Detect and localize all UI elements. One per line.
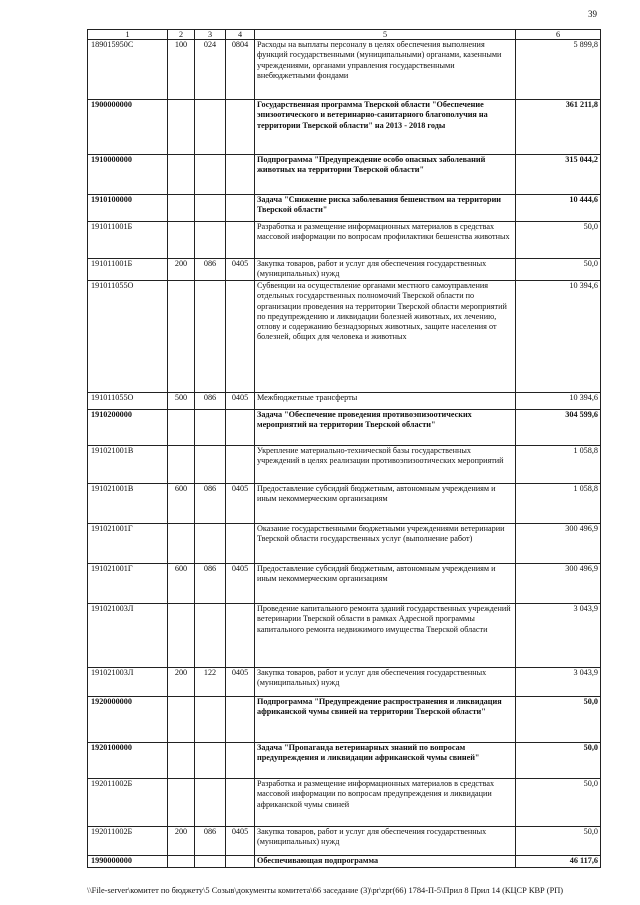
page-number: 39 bbox=[588, 9, 597, 19]
row-description: Подпрограмма "Предупреждение особо опасных заболеваний животных на территории Тверской области" bbox=[255, 155, 516, 195]
row-c3: 086 bbox=[195, 393, 226, 410]
header-cell: 3 bbox=[195, 30, 226, 40]
row-code: 191011001Б bbox=[88, 259, 168, 281]
row-amount: 300 496,9 bbox=[516, 564, 601, 604]
row-c4 bbox=[226, 155, 255, 195]
row-amount: 1 058,8 bbox=[516, 446, 601, 484]
row-code: 192011002Б bbox=[88, 827, 168, 856]
row-c3: 086 bbox=[195, 259, 226, 281]
row-code: 1920000000 bbox=[88, 697, 168, 743]
row-description: Предоставление субсидий бюджетным, автономным учреждениям и иным некоммерческим организациям bbox=[255, 564, 516, 604]
table-row bbox=[88, 524, 601, 564]
row-amount: 3 043,9 bbox=[516, 668, 601, 697]
row-code: 191021001В bbox=[88, 446, 168, 484]
row-c4: 0405 bbox=[226, 827, 255, 856]
row-description: Расходы на выплаты персоналу в целях обеспечения выполнения функций государственными (муниципальными) органами, казенными учреждениями, органами управления государственными внебюджетными фондами bbox=[255, 40, 516, 100]
row-c4 bbox=[226, 604, 255, 668]
row-c4: 0405 bbox=[226, 393, 255, 410]
row-description: Оказание государственными бюджетными учреждениями ветеринарии Тверской области государственных услуг (выполнение работ) bbox=[255, 524, 516, 564]
table-row bbox=[88, 856, 601, 868]
row-c2: 600 bbox=[168, 564, 195, 604]
row-amount: 315 044,2 bbox=[516, 155, 601, 195]
row-amount: 1 058,8 bbox=[516, 484, 601, 524]
row-description: Закупка товаров, работ и услуг для обеспечения государственных (муниципальных) нужд bbox=[255, 668, 516, 697]
row-c3 bbox=[195, 281, 226, 393]
header-cell: 2 bbox=[168, 30, 195, 40]
row-c2 bbox=[168, 281, 195, 393]
row-c4 bbox=[226, 524, 255, 564]
row-c2: 600 bbox=[168, 484, 195, 524]
table-row bbox=[88, 393, 601, 410]
row-c2 bbox=[168, 697, 195, 743]
row-description: Государственная программа Тверской области "Обеспечение эпизоотического и ветеринарно-санитарного благополучия на территории Тверской области" на 2013 - 2018 годы bbox=[255, 100, 516, 155]
row-code: 189015950С bbox=[88, 40, 168, 100]
row-c4 bbox=[226, 779, 255, 827]
row-c3: 086 bbox=[195, 827, 226, 856]
row-amount: 361 211,8 bbox=[516, 100, 601, 155]
table-row bbox=[88, 40, 601, 100]
row-code: 191021003Л bbox=[88, 604, 168, 668]
row-c3 bbox=[195, 446, 226, 484]
row-code: 191021001Г bbox=[88, 564, 168, 604]
row-description: Предоставление субсидий бюджетным, автономным учреждениям и иным некоммерческим организациям bbox=[255, 484, 516, 524]
row-c3: 086 bbox=[195, 484, 226, 524]
row-description: Укрепление материально-технической базы государственных учреждений в целях реализации противоэпизоотических мероприятий bbox=[255, 446, 516, 484]
row-c2: 200 bbox=[168, 827, 195, 856]
row-description: Субвенции на осуществление органами местного самоуправления отдельных государственных полномочий Тверской области по организации проведения на территории Тверской области мероприятий по предупреждению и ликвидации болезней животных, их лечению, отлову и содержанию безнадзорных животных, защите населения от болезней, общих для человека и животных bbox=[255, 281, 516, 393]
row-amount: 50,0 bbox=[516, 827, 601, 856]
table-row bbox=[88, 484, 601, 524]
row-amount: 50,0 bbox=[516, 779, 601, 827]
row-amount: 50,0 bbox=[516, 222, 601, 259]
table-row bbox=[88, 604, 601, 668]
row-amount: 50,0 bbox=[516, 259, 601, 281]
row-amount: 3 043,9 bbox=[516, 604, 601, 668]
row-description: Межбюджетные трансферты bbox=[255, 393, 516, 410]
row-amount: 50,0 bbox=[516, 697, 601, 743]
row-c2 bbox=[168, 446, 195, 484]
row-c3: 086 bbox=[195, 564, 226, 604]
table-row bbox=[88, 697, 601, 743]
row-code: 1910100000 bbox=[88, 195, 168, 222]
row-c3 bbox=[195, 222, 226, 259]
header-cell: 4 bbox=[226, 30, 255, 40]
row-c4: 0405 bbox=[226, 668, 255, 697]
row-c3: 024 bbox=[195, 40, 226, 100]
row-description: Закупка товаров, работ и услуг для обеспечения государственных (муниципальных) нужд bbox=[255, 259, 516, 281]
table-row bbox=[88, 779, 601, 827]
row-code: 191011055О bbox=[88, 393, 168, 410]
row-amount: 300 496,9 bbox=[516, 524, 601, 564]
row-amount: 5 899,8 bbox=[516, 40, 601, 100]
row-c3 bbox=[195, 856, 226, 868]
table-row bbox=[88, 743, 601, 779]
table-row bbox=[88, 446, 601, 484]
row-code: 1920100000 bbox=[88, 743, 168, 779]
row-code: 1910200000 bbox=[88, 410, 168, 446]
row-c3 bbox=[195, 524, 226, 564]
row-c3 bbox=[195, 100, 226, 155]
row-code: 191011001Б bbox=[88, 222, 168, 259]
row-c4: 0804 bbox=[226, 40, 255, 100]
table-row bbox=[88, 155, 601, 195]
row-c3 bbox=[195, 410, 226, 446]
footer-file-path: \\File-server\комитет по бюджету\5 Созыв\документы комитета\66 заседание (3)\pr\zpr(66) 1784-П-5\Прил 8 Прил 14 (КЦСР КВР (РП) bbox=[87, 886, 564, 895]
row-c2 bbox=[168, 410, 195, 446]
row-amount: 10 394,6 bbox=[516, 281, 601, 393]
row-c3 bbox=[195, 779, 226, 827]
row-code: 191021003Л bbox=[88, 668, 168, 697]
header-cell: 5 bbox=[255, 30, 516, 40]
row-amount: 46 117,6 bbox=[516, 856, 601, 868]
row-c4 bbox=[226, 100, 255, 155]
row-amount: 50,0 bbox=[516, 743, 601, 779]
row-code: 1900000000 bbox=[88, 100, 168, 155]
row-c4: 0405 bbox=[226, 484, 255, 524]
row-c4 bbox=[226, 697, 255, 743]
row-description: Разработка и размещение информационных материалов в средствах массовой информации по вопросам профилактики бешенства животных bbox=[255, 222, 516, 259]
table-row bbox=[88, 827, 601, 856]
table-row bbox=[88, 222, 601, 259]
table-row bbox=[88, 259, 601, 281]
row-c3 bbox=[195, 604, 226, 668]
row-c4 bbox=[226, 281, 255, 393]
row-c2: 100 bbox=[168, 40, 195, 100]
row-c2: 200 bbox=[168, 668, 195, 697]
table-header-row bbox=[88, 30, 601, 40]
row-c2 bbox=[168, 100, 195, 155]
row-description: Разработка и размещение информационных материалов в средствах массовой информации по вопросам предупреждения и ликвидации африканской чумы свиней bbox=[255, 779, 516, 827]
row-c2 bbox=[168, 743, 195, 779]
row-c4 bbox=[226, 743, 255, 779]
table-row bbox=[88, 195, 601, 222]
row-c3 bbox=[195, 743, 226, 779]
row-code: 191021001В bbox=[88, 484, 168, 524]
row-amount: 304 599,6 bbox=[516, 410, 601, 446]
table-row bbox=[88, 668, 601, 697]
row-c2 bbox=[168, 856, 195, 868]
row-amount: 10 394,6 bbox=[516, 393, 601, 410]
row-description: Задача "Снижение риска заболевания бешенством на территории Тверской области" bbox=[255, 195, 516, 222]
row-description: Закупка товаров, работ и услуг для обеспечения государственных (муниципальных) нужд bbox=[255, 827, 516, 856]
row-c4 bbox=[226, 222, 255, 259]
row-description: Проведение капитального ремонта зданий государственных учреждений ветеринарии Тверской области в рамках Адресной программы капитального ремонта недвижимого имущества Тверской области bbox=[255, 604, 516, 668]
row-c2: 500 bbox=[168, 393, 195, 410]
table-row bbox=[88, 100, 601, 155]
table-row bbox=[88, 281, 601, 393]
row-c2 bbox=[168, 155, 195, 195]
row-c2: 200 bbox=[168, 259, 195, 281]
row-code: 191011055О bbox=[88, 281, 168, 393]
row-amount: 10 444,6 bbox=[516, 195, 601, 222]
row-c2 bbox=[168, 779, 195, 827]
row-c4 bbox=[226, 856, 255, 868]
table-row bbox=[88, 564, 601, 604]
row-description: Задача "Пропаганда ветеринарных знаний по вопросам предупреждения и ликвидации африканской чумы свиней" bbox=[255, 743, 516, 779]
row-c3 bbox=[195, 697, 226, 743]
row-c2 bbox=[168, 195, 195, 222]
row-c3: 122 bbox=[195, 668, 226, 697]
row-code: 192011002Б bbox=[88, 779, 168, 827]
row-c4: 0405 bbox=[226, 564, 255, 604]
row-c2 bbox=[168, 524, 195, 564]
row-c2 bbox=[168, 604, 195, 668]
header-cell: 1 bbox=[88, 30, 168, 40]
row-code: 1910000000 bbox=[88, 155, 168, 195]
row-c3 bbox=[195, 155, 226, 195]
table-row bbox=[88, 410, 601, 446]
row-c4 bbox=[226, 446, 255, 484]
row-c3 bbox=[195, 195, 226, 222]
row-description: Задача "Обеспечение проведения противоэпизоотических мероприятий на территории Тверской области" bbox=[255, 410, 516, 446]
row-description: Подпрограмма "Предупреждение распространения и ликвидация африканской чумы свиней на территории Тверской области" bbox=[255, 697, 516, 743]
row-description: Обеспечивающая подпрограмма bbox=[255, 856, 516, 868]
row-c4 bbox=[226, 195, 255, 222]
budget-table bbox=[87, 29, 601, 868]
row-code: 1990000000 bbox=[88, 856, 168, 868]
header-cell: 6 bbox=[516, 30, 601, 40]
row-code: 191021001Г bbox=[88, 524, 168, 564]
row-c4 bbox=[226, 410, 255, 446]
row-c2 bbox=[168, 222, 195, 259]
row-c4: 0405 bbox=[226, 259, 255, 281]
